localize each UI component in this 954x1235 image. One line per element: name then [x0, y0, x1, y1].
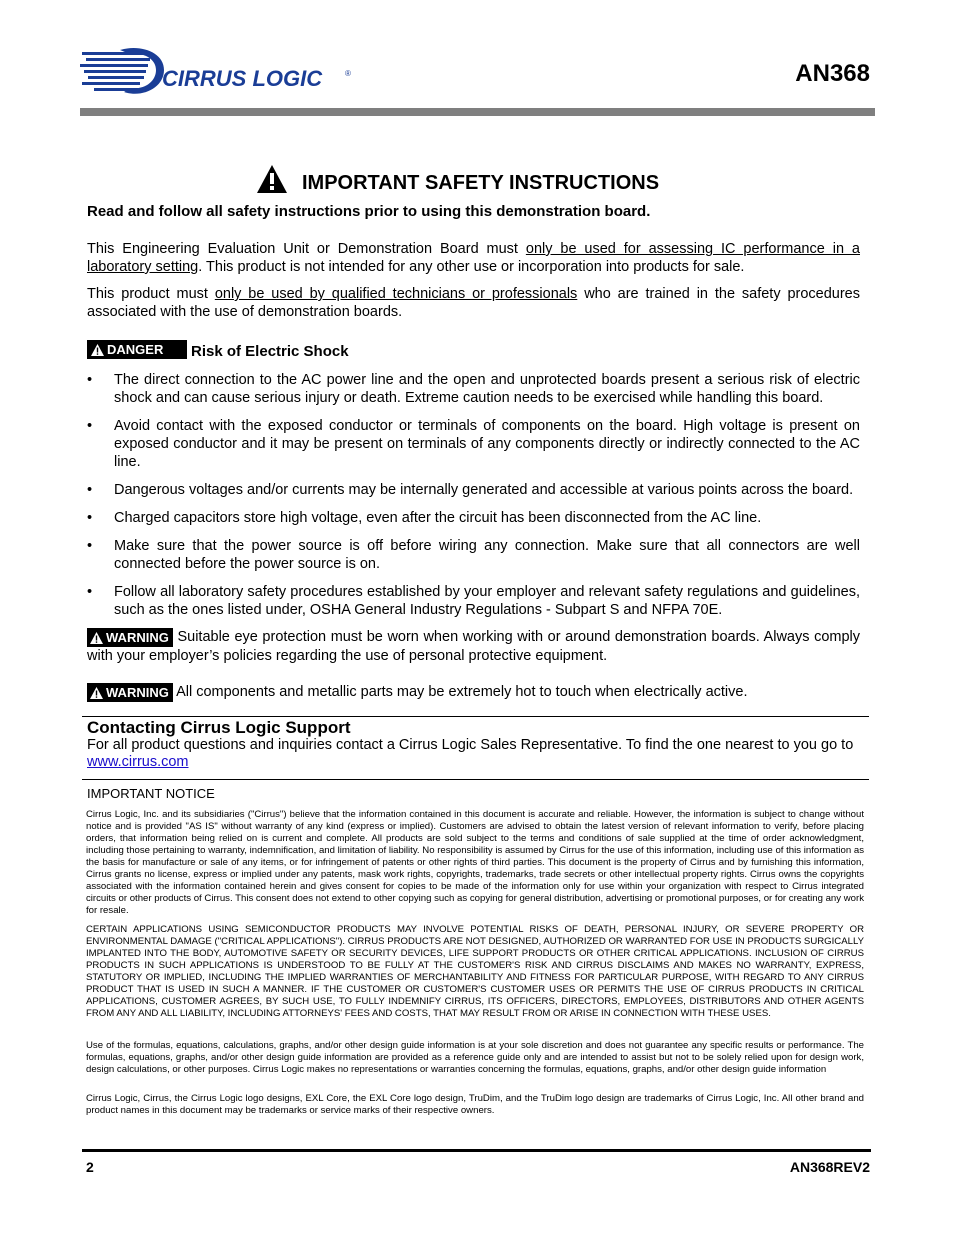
page-number: 2 — [86, 1159, 94, 1175]
support-text — [87, 737, 872, 771]
footer-bar — [82, 1149, 871, 1152]
divider — [82, 779, 869, 780]
bullet: • — [87, 418, 93, 434]
danger-badge — [87, 340, 187, 359]
bullet: • — [87, 538, 93, 554]
danger-badge-label: DANGER — [107, 342, 164, 357]
notice-paragraph: Cirrus Logic, Cirrus, the Cirrus Logic logo designs, EXL Core, the EXL Core logo design, TruDim, and the TruDim logo design are trademarks of Cirrus Logic, Inc. All other brand and product names in this document may be trademarks or service marks of their respective owners. — [86, 1093, 864, 1116]
document-id: AN368 — [795, 60, 870, 87]
list-item-text: Avoid contact with the exposed conductor or terminals of components on the board. High voltage is present on exposed conductor and it may be present on terminals of any components directly or indirectly connected to the AC line. — [114, 418, 860, 470]
warning-badge — [87, 628, 173, 647]
para2-text: This product must — [87, 286, 215, 302]
notice-title: IMPORTANT NOTICE — [87, 786, 215, 801]
cirrus-logo-icon — [80, 46, 360, 98]
bullet: • — [87, 510, 93, 526]
list-item — [87, 583, 860, 619]
list-item-text: Charged capacitors store high voltage, even after the circuit has been disconnected from the AC line. — [114, 510, 762, 526]
safety-paragraph-1 — [87, 240, 860, 276]
brand-name: CIRRUS LOGIC — [162, 66, 323, 91]
list-item — [87, 417, 860, 471]
danger-list — [87, 371, 860, 629]
safety-title-row — [256, 158, 659, 194]
warning-triangle-icon — [91, 344, 104, 356]
para2-underlined: only be used by qualified technicians or professionals — [214, 286, 578, 302]
notice-paragraph: Cirrus Logic, Inc. and its subsidiaries ("Cirrus") believe that the information contained in this document is accurate and reliable. However, the information is subject to change without notice and is provided "AS IS" without warranty of any kind (express or implied). Customers are advised to obtain the latest version of relevant information to verify, before placing orders, that information being relied on is current and complete. All products are sold subject to the terms and conditions of sale supplied at the time of order acknowledgment, including those pertaining to warranty, indemnification, and limitation of liability. No responsibility is assumed by Cirrus for the use of this information, including use of this information as the basis for manufacture or sale of any items, or for infringement of patents or other rights of third parties. This document is the property of Cirrus and by furnishing this information, Cirrus grants no license, express or implied under any patents, mask work rights, copyrights, trademarks, trade secrets or other intellectual property rights. Cirrus owns the copyrights associated with the information contained herein and gives consent for copies to be made of the information only for use within your organization with respect to Cirrus integrated circuits or other products of Cirrus. This consent does not extend to other copying such as copying for general distribution, advertising or promotional purposes, or for creating any work for resale. — [86, 809, 864, 916]
support-body: For all product questions and inquiries contact a Cirrus Logic Sales Representative. To find the one nearest to you go to — [87, 737, 854, 753]
notice-paragraph: Use of the formulas, equations, calculations, graphs, and/or other design guide information is at your sole discretion and does not guarantee any specific results or performance. The formulas, equations, graphs, and/or other design guide information are provided as a reference guide only and are intended to assist but not to be solely relied upon for design work, design calculations, or other purposes. Cirrus Logic makes no representations or warranties concerning the formulas, equations, graphs, and/or other design guide information — [86, 1040, 864, 1075]
safety-intro: Read and follow all safety instructions prior to using this demonstration board. — [87, 203, 651, 220]
warning-badge-label: WARNING — [106, 685, 169, 700]
list-item-text: Follow all laboratory safety procedures established by your employer and relevant safety regulations and guidelines, such as the ones listed under, OSHA General Industry Regulations - Subpart S and NFPA 70E. — [114, 584, 860, 618]
warning-text: Suitable eye protection must be worn when working with or around demonstration boards. Always comply with your employer’s policies regarding the use of personal protective equipment. — [87, 629, 860, 664]
list-item — [87, 537, 860, 573]
notice-paragraph: CERTAIN APPLICATIONS USING SEMICONDUCTOR PRODUCTS MAY INVOLVE POTENTIAL RISKS OF DEATH, PERSONAL INJURY, OR SEVERE PROPERTY OR ENVIRONMENTAL DAMAGE ("CRITICAL APPLICATIONS"). CIRRUS PRODUCTS ARE NOT DESIGNED, AUTHORIZED OR WARRANTED FOR USE IN PRODUCTS SURGICALLY IMPLANTED INTO THE BODY, AUTOMOTIVE SAFETY OR SECURITY DEVICES, LIFE SUPPORT PRODUCTS OR OTHER CRITICAL APPLICATIONS. INCLUSION OF CIRRUS PRODUCTS IN SUCH APPLICATIONS IS UNDERSTOOD TO BE FULLY AT THE CUSTOMER'S RISK AND CIRRUS DISCLAIMS AND MAKES NO WARRANTY, EXPRESS, STATUTORY OR IMPLIED, INCLUDING THE IMPLIED WARRANTIES OF MERCHANTABILITY AND FITNESS FOR PARTICULAR PURPOSE, WITH REGARD TO ANY CIRRUS PRODUCT THAT IS USED IN SUCH A MANNER. IF THE CUSTOMER OR CUSTOMER'S CUSTOMER USES OR PERMITS THE USE OF CIRRUS PRODUCTS IN CRITICAL APPLICATIONS, CUSTOMER AGREES, BY SUCH USE, TO FULLY INDEMNIFY CIRRUS, ITS OFFICERS, DIRECTORS, EMPLOYEES, DISTRIBUTORS AND OTHER AGENTS FROM ANY AND ALL LIABILITY, INCLUDING ATTORNEYS' FEES AND COSTS, THAT MAY RESULT FROM OR ARISE IN CONNECTION WITH THESE USES. — [86, 924, 864, 1019]
warning-badge-label: WARNING — [106, 630, 169, 645]
warning-triangle-icon — [256, 164, 288, 194]
list-item — [87, 371, 860, 407]
cirrus-logic-logo — [80, 46, 360, 98]
danger-heading: Risk of Electric Shock — [191, 343, 349, 360]
support-title: Contacting Cirrus Logic Support — [87, 718, 351, 737]
support-link[interactable]: www.cirrus.com — [87, 754, 189, 770]
danger-heading-row — [87, 340, 349, 359]
para1-text: This Engineering Evaluation Unit or Demonstration Board must — [87, 241, 526, 257]
warning-paragraph-1 — [87, 628, 860, 665]
list-item — [87, 509, 860, 527]
safety-title: IMPORTANT SAFETY INSTRUCTIONS — [302, 172, 660, 194]
warning-paragraph-2 — [87, 683, 860, 702]
list-item — [87, 481, 860, 499]
bullet: • — [87, 584, 93, 600]
bullet: • — [87, 372, 93, 388]
divider — [82, 716, 869, 717]
bullet: • — [87, 482, 93, 498]
warning-text: All components and metallic parts may be extremely hot to touch when electrically active. — [176, 684, 748, 700]
list-item-text: Dangerous voltages and/or currents may be internally generated and accessible at various points across the board. — [114, 482, 854, 498]
para1-underlined: only be used for assessing IC performance in a laboratory setting — [87, 241, 860, 275]
registered-mark: ® — [345, 69, 351, 78]
warning-triangle-icon — [90, 687, 103, 699]
para2-text-end: who are trained in the safety procedures associated with the use of demonstration boards. — [87, 286, 861, 320]
list-item-text: Make sure that the power source is off before wiring any connection. Make sure that all connectors are well connected before the power source is on. — [114, 538, 860, 572]
para1-text-end: . This product is not intended for any other use or incorporation into products for sale. — [198, 259, 745, 275]
header-bar — [80, 108, 875, 116]
warning-triangle-icon — [90, 632, 103, 644]
warning-badge — [87, 683, 173, 702]
list-item-text: The direct connection to the AC power line and the open and unprotected boards present a serious risk of electric shock and can cause serious injury or death. Extreme caution needs to be exercised while handling this board. — [114, 372, 860, 406]
safety-paragraph-2 — [87, 285, 860, 321]
document-revision: AN368REV2 — [789, 1159, 870, 1175]
